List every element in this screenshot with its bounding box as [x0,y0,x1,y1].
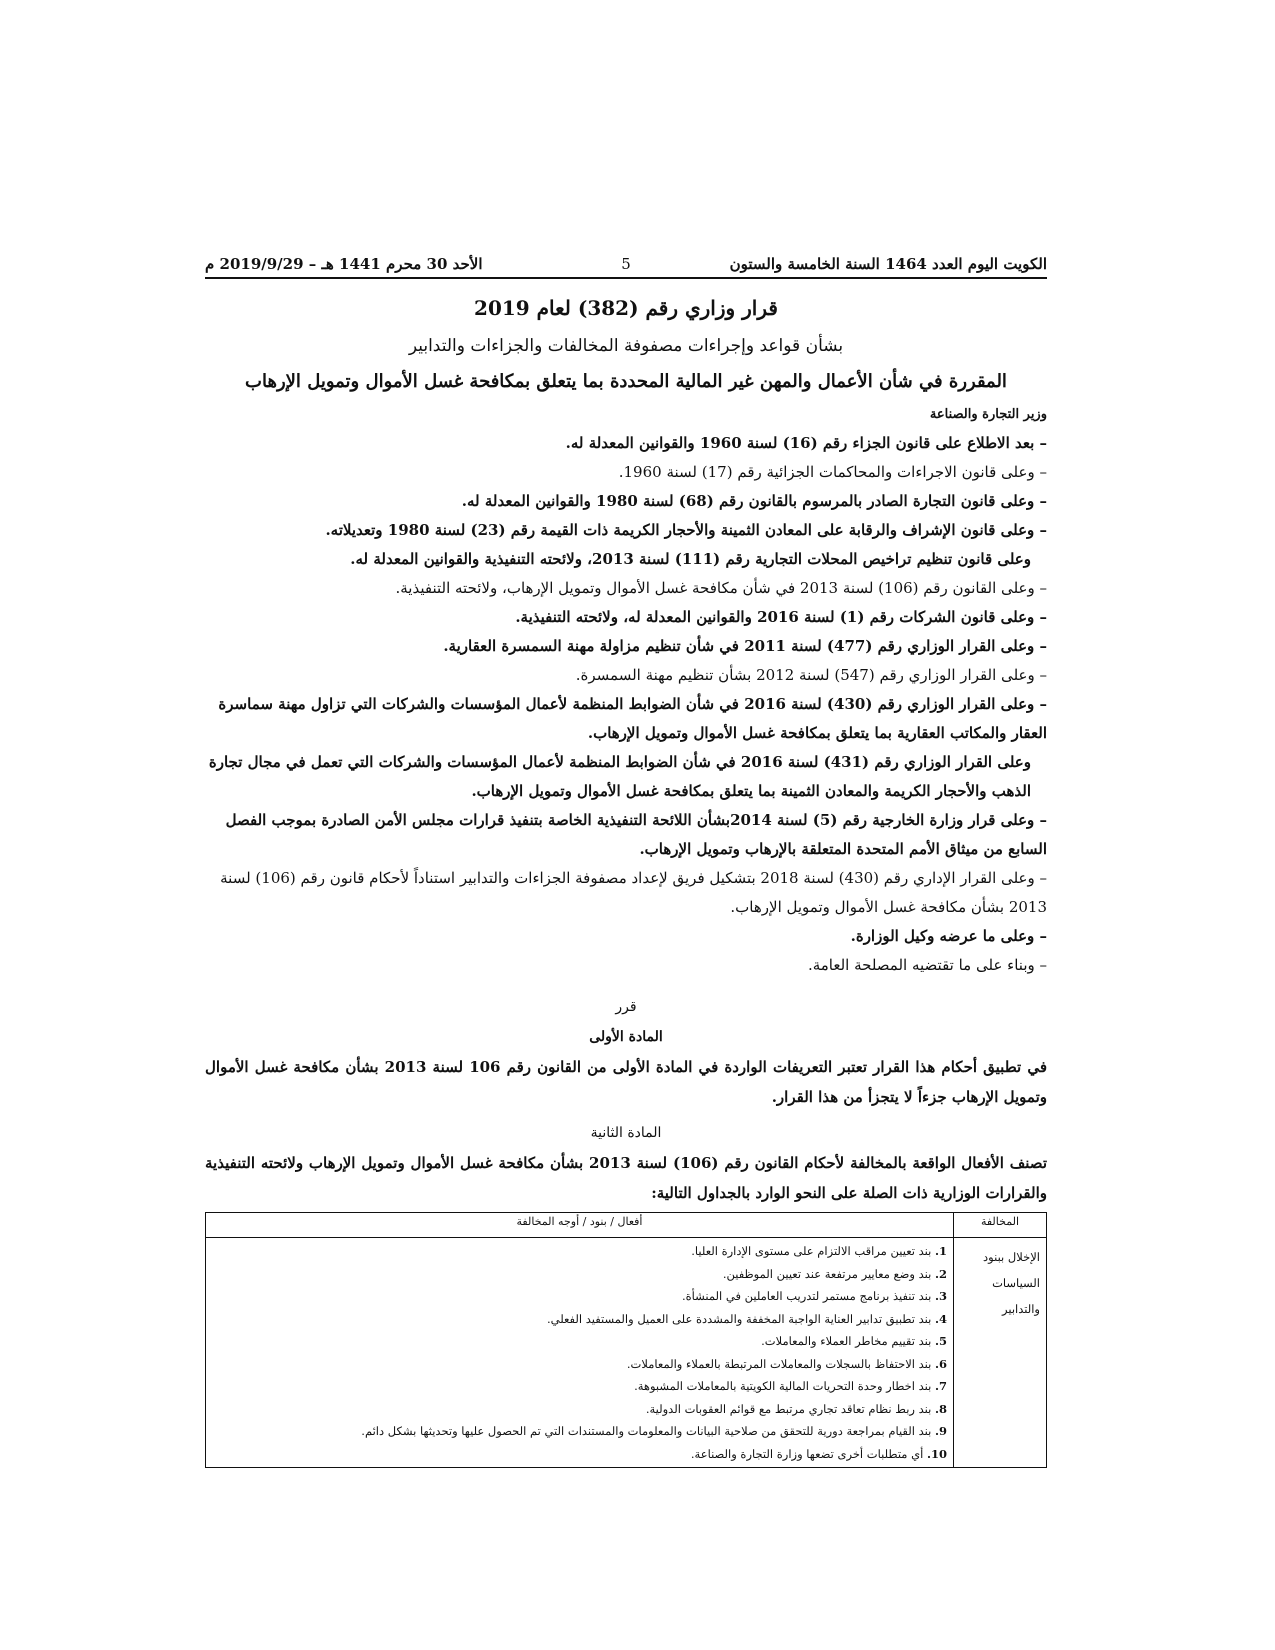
article-1-heading: المادة الأولى [589,1029,663,1045]
recital: وعلى القرار الوزاري رقم (431) لسنة 2016 في شأن الضوابط المنظمة لأعمال المؤسسات والشركات التي تعمل في مجال تجارة الذهب والأحجار الكريمة والمعادن الثمينة بما يتعلق بمكافحة غسل الأموال وتمويل الإرهاب. [208,753,1031,800]
header-issue: الكويت اليوم العدد 1464 السنة الخامسة والستون [729,255,1047,273]
item-number: 6. [934,1356,947,1371]
violations-table [205,1212,1047,1468]
recital: – وعلى القرار الوزاري رقم (547) لسنة 2012 بشأن تنظيم مهنة السمسرة. [575,666,1047,684]
item-number: 7. [934,1379,947,1393]
item-text: بند وضع معايير مرتفعة عند تعيين الموظفين. [722,1266,932,1281]
article-2-heading: المادة الثانية [590,1125,662,1141]
item-text: بند القيام بمراجعة دورية للتحقق من صلاحية البيانات والمعلومات والمستندات التي تم الحصول عليها وتحديثها بشكل دائم. [361,1424,932,1438]
recital: وعلى قانون تنظيم تراخيص المحلات التجارية رقم (111) لسنة 2013، ولائحته التنفيذية والقوانين المعدلة له. [350,550,1031,568]
item-text: بند ربط نظام تعاقد تجاري مرتبط مع قوائم العقوبات الدولية. [645,1401,932,1416]
page-header [205,255,1047,279]
table-row [206,1238,1047,1468]
item-text: بند الاحتفاظ بالسجلات والمعاملات المرتبطة بالعملاء والمعاملات. [626,1356,932,1371]
item-number: 1. [934,1244,947,1258]
decree-title: قرار وزاري رقم (382) لعام 2019 [474,296,778,320]
list-item [212,1285,947,1308]
column-header-violation: المخالفة [954,1213,1047,1238]
violation-type-cell [954,1238,1047,1468]
item-text: بند اخطار وحدة التحريات المالية الكويتية بالمعاملات المشبوهة. [634,1379,932,1393]
violation-items-cell [206,1238,954,1468]
item-number: 9. [934,1424,947,1438]
item-number: 4. [934,1311,947,1326]
item-text: أي متطلبات أخرى تضعها وزارة التجارة والصناعة. [690,1446,924,1461]
recitals [205,429,1047,980]
recital: – وعلى قانون الاجراءات والمحاكمات الجزائية رقم (17) لسنة 1960. [618,463,1047,481]
article-1-text: في تطبيق أحكام هذا القرار تعتبر التعريفات الواردة في المادة الأولى من القانون رقم 106 لسنة 2013 بشأن مكافحة غسل الأموال وتمويل الإرهاب جزءاً لا يتجزأ من هذا القرار. [205,1058,1047,1106]
list-item [212,1443,947,1466]
recital: – وعلى القانون رقم (106) لسنة 2013 في شأن مكافحة غسل الأموال وتمويل الإرهاب، ولائحته التنفيذية. [395,579,1047,597]
minister-heading: وزير التجارة والصناعة [929,407,1047,422]
table-header-row [206,1213,1047,1238]
recital: – وعلى قانون الإشراف والرقابة على المعادن الثمينة والأحجار الكريمة ذات القيمة رقم (23) لسنة 1980 وتعديلاته. [325,521,1047,539]
recital: – بعد الاطلاع على قانون الجزاء رقم (16) لسنة 1960 والقوانين المعدلة له. [565,434,1047,452]
page-content [205,255,1047,1468]
item-number: 8. [934,1401,947,1416]
list-item [212,1308,947,1331]
header-date: الأحد 30 محرم 1441 هـ – 2019/9/29 م [205,255,483,273]
article-2-text: تصنف الأفعال الواقعة بالمخالفة لأحكام القانون رقم (106) لسنة 2013 بشأن مكافحة غسل الأموال وتمويل الإرهاب ولائحته التنفيذية والقرارات الوزارية ذات الصلة على النحو الوارد بالجداول التالية: [205,1154,1047,1202]
recital: – وعلى قانون التجارة الصادر بالمرسوم بالقانون رقم (68) لسنة 1980 والقوانين المعدلة له. [461,492,1047,510]
decided-heading: قرر [615,999,637,1015]
item-number: 10. [926,1446,947,1461]
recital: – وعلى القرار الوزاري رقم (477) لسنة 2011 في شأن تنظيم مزاولة مهنة السمسرة العقارية. [443,637,1047,655]
decree-subtitle-2: المقررة في شأن الأعمال والمهن غير المالية المحددة بما يتعلق بمكافحة غسل الأموال وتمويل الإرهاب [245,371,1007,392]
recital: – وعلى القرار الوزاري رقم (430) لسنة 2016 في شأن الضوابط المنظمة لأعمال المؤسسات والشركات التي تزاول مهنة سماسرة العقار والمكاتب العقارية بما يتعلق بمكافحة غسل الأموال وتمويل الإرهاب. [218,695,1047,742]
recital: – وعلى القرار الإداري رقم (430) لسنة 2018 بتشكيل فريق لإعداد مصفوفة الجزاءات والتدابير استناداً لأحكام قانون رقم (106) لسنة 2013 بشأن مكافحة غسل الأموال وتمويل الإرهاب. [220,869,1047,916]
item-text: بند تنفيذ برنامج مستمر لتدريب العاملين في المنشأة. [681,1289,932,1303]
list-item [212,1398,947,1421]
item-number: 3. [934,1289,947,1303]
recital: – وعلى قرار وزارة الخارجية رقم (5) لسنة 2014بشأن اللائحة التنفيذية الخاصة بتنفيذ قرارات مجلس الأمن الصادرة بموجب الفصل السابع من ميثاق الأمم المتحدة المتعلقة بالإرهاب وتمويل الإرهاب. [225,811,1047,858]
recital: – وعلى ما عرضه وكيل الوزارة. [850,927,1047,945]
item-text: بند تطبيق تدابير العناية الواجبة المخففة والمشددة على العميل والمستفيد الفعلي. [546,1311,932,1326]
decree-subtitle: بشأن قواعد وإجراءات مصفوفة المخالفات والجزاءات والتدابير [408,336,844,356]
list-item [212,1240,947,1263]
list-item [212,1330,947,1353]
item-number: 5. [934,1334,947,1348]
list-item [212,1263,947,1286]
list-item [212,1375,947,1398]
list-item [212,1353,947,1376]
item-text: بند تقييم مخاطر العملاء والمعاملات. [761,1334,932,1348]
violation-type: الإخلال ببنود السياسات والتدابير [983,1250,1040,1316]
item-text: بند تعيين مراقب الالتزام على مستوى الإدارة العليا. [691,1244,932,1258]
recital: – وعلى قانون الشركات رقم (1) لسنة 2016 والقوانين المعدلة له، ولائحته التنفيذية. [515,608,1047,626]
header-page-number: 5 [621,255,631,273]
column-header-acts: أفعال / بنود / أوجه المخالفة [206,1213,954,1238]
item-number: 2. [934,1266,947,1281]
recital: – وبناء على ما تقتضيه المصلحة العامة. [807,956,1047,974]
list-item [212,1420,947,1443]
